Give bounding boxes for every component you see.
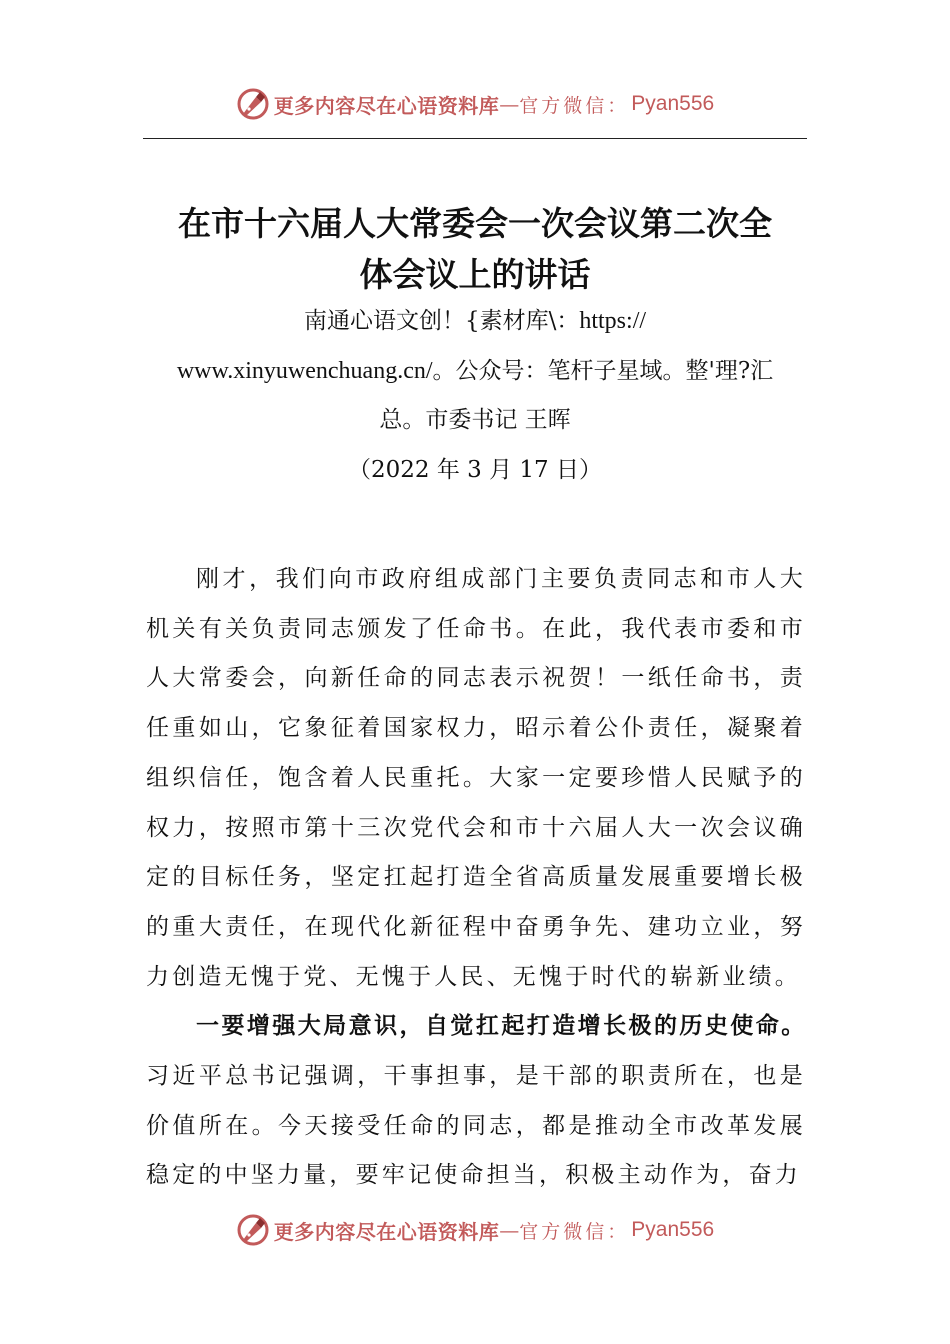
title-line-2: 体会议上的讲话	[359, 255, 591, 294]
header-slogan: 更多内容尽在心语资料库	[273, 93, 500, 118]
document-body	[146, 555, 806, 1201]
header-divider	[143, 138, 807, 139]
paragraph-2	[146, 1002, 806, 1201]
paragraph-2-text: 习近平总书记强调，干事担事，是干部的职责所在，也是价值所在。今天接受任命的同志，都是推动全市改革发展稳定的中坚力量，要牢记使命担当，积极主动作为，奋力	[146, 1063, 806, 1189]
meta-author: 总。市委书记 王晖	[379, 407, 571, 433]
footer-slogan: 更多内容尽在心语资料库	[273, 1219, 500, 1244]
meta-url-part-1: https://	[579, 308, 647, 334]
document-title	[0, 198, 950, 300]
meta-line-1	[0, 306, 950, 336]
footer-wechat-label: 官方微信：	[519, 1220, 630, 1243]
meta-line-2	[0, 356, 950, 386]
paragraph-2-lead: 一要增强大局意识，自觉扛起打造增长极的历史使命。	[196, 1013, 806, 1040]
title-line-1: 在市十六届人大常委会一次会议第二次全	[178, 204, 772, 243]
footer-wechat-id: Pyan556	[631, 1218, 715, 1241]
footer-separator: —	[499, 1218, 520, 1242]
paragraph-1: 刚才，我们向市政府组成部门主要负责同志和市人大机关有关负责同志颁发了任命书。在此，我代表市委和市人大常委会，向新任命的同志表示祝贺！一纸任命书，责任重如山，它象征着国家权力，昭示着公仆责任，凝聚着组织信任，饱含着人民重托。大家一定要珍惜人民赋予的权力，按照市第十三次党代会和市十六届人大一次会议确定的目标任务，坚定扛起打造全省高质量发展重要增长极的重大责任，在现代化新征程中奋勇争先、建功立业，努力创造无愧于党、无愧于人民、无愧于时代的崭新业绩。	[146, 566, 806, 990]
meta-date: （2022 年 3 月 17 日）	[348, 457, 602, 483]
header-separator: —	[499, 92, 520, 116]
meta-account-text: 。公众号：笔杆子星域。整'理?汇	[432, 358, 774, 384]
footer-banner	[0, 1210, 950, 1250]
pen-nib-logo-icon	[236, 87, 270, 121]
header-wechat-id: Pyan556	[631, 92, 715, 115]
pen-nib-logo-icon	[236, 1213, 270, 1247]
header-banner	[0, 84, 950, 124]
header-wechat-label: 官方微信：	[519, 94, 630, 117]
meta-source-text: 南通心语文创！{素材库\：	[303, 308, 580, 334]
meta-url-part-2: www.xinyuwenchuang.cn/	[176, 358, 433, 384]
